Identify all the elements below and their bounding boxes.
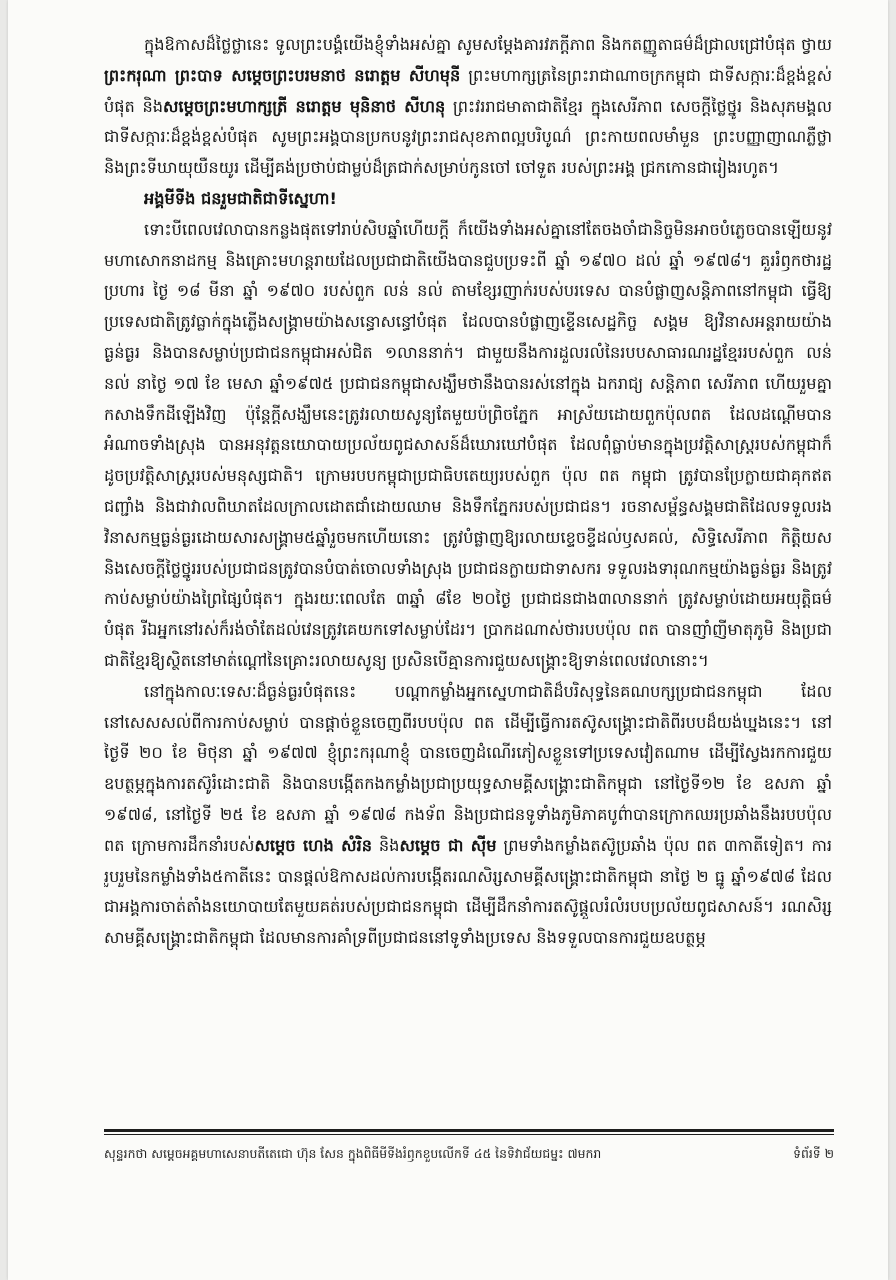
bold-name-text: សម្តេច ហេង សំរិន <box>254 835 372 855</box>
body-text <box>104 30 832 1110</box>
paragraph-text: នៅក្នុងកាលៈទេសៈដ៏ធ្ងន់ធ្ងរបំផុតនេះ បណ្តាកម្លាំងអ្នកស្នេហាជាតិដ៏បរិសុទ្ធនៃគណបក្សប្រជាជនកម្ពុជា ដែលនៅសេសសល់ពីការកាប់សម្លាប់ បានផ្តាច់ខ្លួនចេញពីរបបប៉ុល ពត ដើម្បីធ្វើការតស៊ូសង្គ្រោះជាតិពីរបបដ៏យង់ឃ្នងនេះ។ នៅថ្ងៃទី ២០ ខែ មិថុនា ឆ្នាំ ១៩៧៧ ខ្ញុំព្រះករុណាខ្ញុំ បានចេញដំណើរភៀសខ្លួនទៅប្រទេសវៀតណាម ដើម្បីស្វែងរកការជួយឧបត្ថម្ភក្នុងការតស៊ូរំដោះជាតិ និងបានបង្កើតកងកម្លាំងប្រជាប្រយុទ្ធសាមគ្គីសង្គ្រោះជាតិកម្ពុជា នៅថ្ងៃទី១២ ខែ ឧសភា ឆ្នាំ ១៩៧៨, នៅថ្ងៃទី ២៥ ខែ ឧសភា ឆ្នាំ ១៩៧៨ កងទ័ព និងប្រជាជនទូទាំងភូមិភាគបូព៌ាបានក្រោកឈរប្រឆាំងនឹងរបបប៉ុល ពត ក្រោមការដឹកនាំរបស់ <box>104 681 832 855</box>
document-page <box>8 0 888 1280</box>
paragraph-text: ព្រះវររាជមាតាជាតិខ្មែរ ក្នុងសេរីភាព សេចក្តីថ្លៃថ្នូរ និងសុភមង្គល ជាទីសក្ការៈដ៏ខ្ពង់ខ្ពស់បំផុត សូមព្រះអង្គបានប្រកបនូវព្រះរាជសុខភាពល្អបរិបូណ៌ ព្រះកាយពលមាំមួន ព្រះបញ្ញាញាណភ្លឺថ្លា និងព្រះទីឃាយុយឺនយូរ ដើម្បីគង់ប្រថាប់ជាម្លប់ដ៏ត្រជាក់សម្រាប់កូនចៅ ចៅទួត របស់ព្រះអង្គ ជ្រកកោនជារៀងរហូត។ <box>104 96 832 178</box>
paragraph <box>104 215 832 677</box>
paragraph <box>104 677 832 954</box>
paragraph <box>104 30 832 184</box>
page-footer <box>104 1142 834 1168</box>
page-number: ទំព័រទី ២ <box>793 1145 834 1161</box>
bold-name-text: អង្គមីទីង ជនរួមជាតិជាទីស្នេហា! <box>144 188 337 208</box>
footer-rule-thin <box>104 1134 834 1135</box>
paragraph <box>104 184 832 215</box>
bold-name-text: សម្តេចព្រះមហាក្សត្រី នរោត្តម មុនិនាថ សីហនុ <box>163 96 446 116</box>
bold-name-text: សម្តេច ជា ស៊ីម <box>399 835 497 855</box>
paragraph-text: និង <box>372 835 400 855</box>
paragraph-text: ក្នុងឱកាសដ៏ថ្លៃថ្លានេះ ទូលព្រះបង្គំយើងខ្ញុំទាំងអស់គ្នា សូមសម្តែងគារវភក្តីភាព និងកតញ្ញូតាធម៌ដ៏ជ្រាលជ្រៅបំផុត ថ្វាយ <box>144 35 832 54</box>
paragraph-text: ព្រមទាំងកម្លាំងតស៊ូប្រឆាំង ប៉ុល ពត ៣កាតីទៀត។ ការរួបរួមនៃកម្លាំងទាំង៥កាតីនេះ បានផ្តល់ឱកាសដល់ការបង្កើតរណសិរ្សសាមគ្គីសង្គ្រោះជាតិកម្ពុជា នាថ្ងៃ ២ ធ្នូ ឆ្នាំ១៩៧៨ ដែលជាអង្គការចាត់តាំងនយោបាយតែមួយគត់របស់ប្រជាជនកម្ពុជា ដើម្បីដឹកនាំការតស៊ូផ្តួលរំលំរបបប្រល័យពូជសាសន៍។ រណសិរ្សសាមគ្គីសង្គ្រោះជាតិកម្ពុជា ដែលមានការគាំទ្រពីប្រជាជននៅទូទាំងប្រទេស និងទទួលបានការជួយឧបត្ថម្ភ <box>104 835 832 948</box>
paragraph-text: ទោះបីពេលវេលាបានកន្លងផុតទៅរាប់សិបឆ្នាំហើយក្តី ក៏យើងទាំងអស់គ្នានៅតែចងចាំជានិច្ចមិនអាចបំភ្លេចបានឡើយនូវមហាសោកនាដកម្ម និងគ្រោះមហន្តរាយដែលប្រជាជាតិយើងបានជួបប្រទះពី ឆ្នាំ ១៩៧០ ដល់ ឆ្នាំ ១៩៧៨។ គួររំឭកថារដ្ឋប្រហារ ថ្ងៃ ១៨ មីនា ឆ្នាំ ១៩៧០ របស់ពួក លន់ នល់ តាមខ្សែរញាក់របស់បរទេស បានបំផ្លាញសន្តិភាពនៅកម្ពុជា ធ្វើឱ្យប្រទេសជាតិត្រូវធ្លាក់ក្នុងភ្លើងសង្គ្រាមយ៉ាងសន្ធោសន្ធៅបំផុត ដែលបានបំផ្លាញខ្ទើនសេដ្ឋកិច្ច សង្គម ឱ្យវិនាសអន្តរាយយ៉ាងធ្ងន់ធ្ងរ និងបានសម្លាប់ប្រជាជនកម្ពុជាអស់ជិត ១លាននាក់។ ជាមួយនឹងការដួលរលំនៃរបបសាធារណរដ្ឋខ្មែររបស់ពួក លន់ នល់ នាថ្ងៃ ១៧ ខែ មេសា ឆ្នាំ១៩៧៥ ប្រជាជនកម្ពុជាសង្ឃឹមថានឹងបានរស់នៅក្នុង ឯករាជ្យ សន្តិភាព សេរីភាព ហើយរួមគ្នាកសាងទឹកដីឡើងវិញ ប៉ុន្តែក្តីសង្ឃឹមនេះត្រូវរលាយសូន្យតែមួយប៉ព្រិចភ្នែក អាស្រ័យដោយពួកប៉ុលពត ដែលដណ្តើមបានអំណាចទាំងស្រុង បានអនុវត្តនយោបាយប្រល័យពូជសាសន៍ដ៏ឃោរឃៅបំផុត ដែលពុំធ្លាប់មានក្នុងប្រវត្តិសាស្ត្ររបស់កម្ពុជាក៏ដូចប្រវត្តិសាស្ត្ររបស់មនុស្សជាតិ។ ក្រោមរបបកម្ពុជាប្រជាធិបតេយ្យរបស់ពួក ប៉ុល ពត កម្ពុជា ត្រូវបានប្រែក្លាយជាគុកឥតជញ្ជាំង និងជាវាលពិឃាតដែលក្រាលដោតជាំដោយឈាម និងទឹកភ្នែករបស់ប្រជាជន។ រចនាសម្ព័ន្ធសង្គមជាតិដែលទទួលរងវិនាសកម្មធ្ងន់ធ្ងរដោយសារសង្គ្រាម៥ឆ្នាំរួចមកហើយនោះ ត្រូវបំផ្លាញឱ្យរលាយខ្ទេចខ្ទីដល់ឫសគល់, សិទ្ធិសេរីភាព កិត្តិយស និងសេចក្តីថ្លៃថ្នូររបស់ប្រជាជនត្រូវបានបំបាត់ចោលទាំងស្រុង ប្រជាជនក្លាយជាទាសករ ទទួលរងទារុណកម្មយ៉ាងធ្ងន់ធ្ងរ និងត្រូវកាប់សម្លាប់យ៉ាងព្រៃផ្សៃបំផុត។ ក្នុងរយៈពេលតែ ៣ឆ្នាំ ៨ខែ ២០ថ្ងៃ ប្រជាជនជាង៣លាននាក់ ត្រូវសម្លាប់ដោយអយុត្តិធម៌បំផុត រីឯអ្នកនៅរស់ក៏រង់ចាំតែដល់វេនត្រូវគេយកទៅសម្លាប់ដែរ។ ប្រាកដណាស់ថារបបប៉ុល ពត បានញាំញីមាតុភូមិ និងប្រជាជាតិខ្មែរឱ្យស្ថិតនៅមាត់ណ្តៅនៃគ្រោះរលាយសូន្យ ប្រសិនបើគ្មានការជួយសង្គ្រោះឱ្យទាន់ពេលវេលានោះ។ <box>104 219 832 670</box>
footer-rule <box>104 1129 834 1132</box>
footer-source: សុន្ទរកថា សម្តេចអគ្គមហាសេនាបតីតេជោ ហ៊ុន សែន ក្នុងពិធីមីទីងរំឭកខួបលើកទី ៤៥ នៃទិវាជ័យជម្នះ ៧មករា <box>104 1145 602 1161</box>
bold-name-text: ព្រះករុណា ព្រះបាទ សម្តេចព្រះបរមនាថ នរោត្តម សីហមុនី <box>104 65 461 85</box>
paragraph-text: ព្រះមហាក្សត្រនៃព្រះរាជាណាចក្រកម្ពុជា ជាទីសក្ការៈដ៏ខ្ពង់ខ្ពស់បំផុត និង <box>104 65 832 116</box>
